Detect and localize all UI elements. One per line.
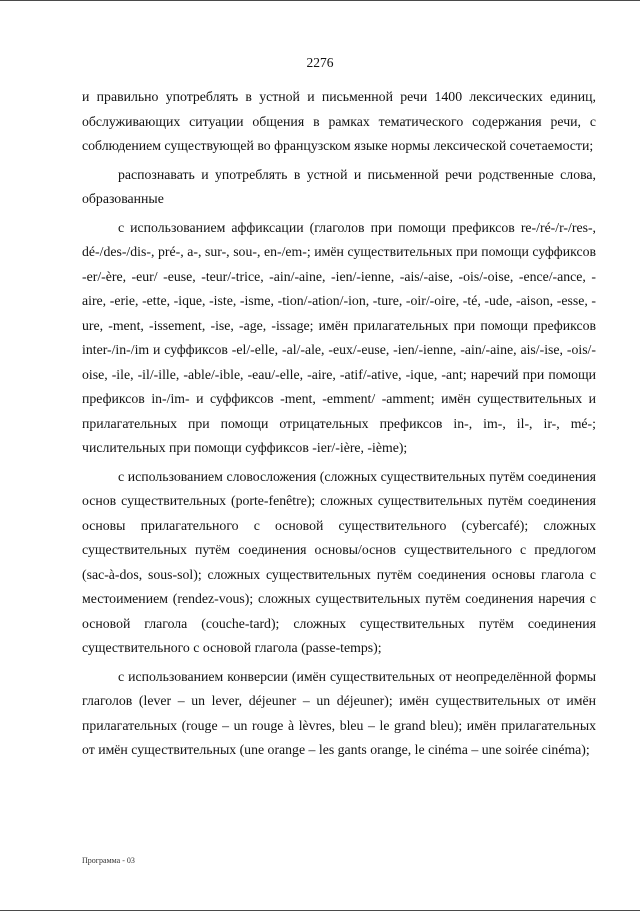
body-paragraph: с использованием конверсии (имён существительных от неопределённой формы глаголов (lever – un lever, déjeuner – un déjeuner); имён существительных от имён прилагательных (rouge – un rouge à lèvres, bleu – le grand bleu); имён прилагательных от имён существительных (une orange – les gants orange, le cinéma – une soirée cinéma); [82,668,596,757]
document-body [82,85,596,767]
body-paragraph: с использованием словосложения (сложных существительных путём соединения основ существительных (porte-fenêtre); сложных существительных путём соединения основы прилагательного с основой существительного (cybercafé); сложных существительных путём соединения основы/основ существительного с предлогом (sac-à-dos, sous-sol); сложных существительных путём соединения основы глагола с местоимением (rendez-vous); сложных существительных путём соединения наречия с основой глагола (couche-tard); сложных существительных путём соединения существительного с основой глагола (passe-temps); [82,468,596,655]
body-paragraph: распознавать и употреблять в устной и письменной речи родственные слова, образованные [82,166,596,206]
page-border-top [0,0,640,1]
body-paragraph: с использованием аффиксации (глаголов при помощи префиксов re-/ré-/r-/res-, dé-/des-/dis-, pré-, a-, sur-, sou-, en-/em-; имён существительных при помощи суффиксов -er/-ère, -eur/ -euse, -teur/-trice, -ain/-aine, -ien/-ienne, -ais/-aise, -ois/-oise, -ence/-ance, -aire, -erie, -ette, -ique, -iste, -isme, -tion/-ation/-ion, -ture, -oir/-oire, -té, -ude, -aison, -esse, -ure, -ment, -issement, -ise, -age, -issage; имён прилагательных при помощи префиксов inter-/in-/im и суффиксов -el/-elle, -al/-ale, -eux/-euse, -ien/-ienne, -ain/-aine, ais/-ise, -ois/-oise, -ile, -il/-ille, -able/-ible, -eau/-elle, -aire, -atif/-ative, -ique, -ant; наречий при помощи префиксов in-/im- и суффиксов -ment, -emment/ -amment; имён существительных и прилагательных при помощи отрицательных префиксов in-, im-, il-, ir-, mé-; числительных при помощи суффиксов -ier/-ière, -ième); [82,219,596,455]
page-number: 2276 [306,55,334,70]
body-paragraph: и правильно употреблять в устной и письменной речи 1400 лексических единиц, обслуживающих ситуации общения в рамках тематического содержания речи, с соблюдением существующей во французском языке нормы лексической сочетаемости; [82,89,596,153]
footer-label: Программа - 03 [82,856,135,865]
